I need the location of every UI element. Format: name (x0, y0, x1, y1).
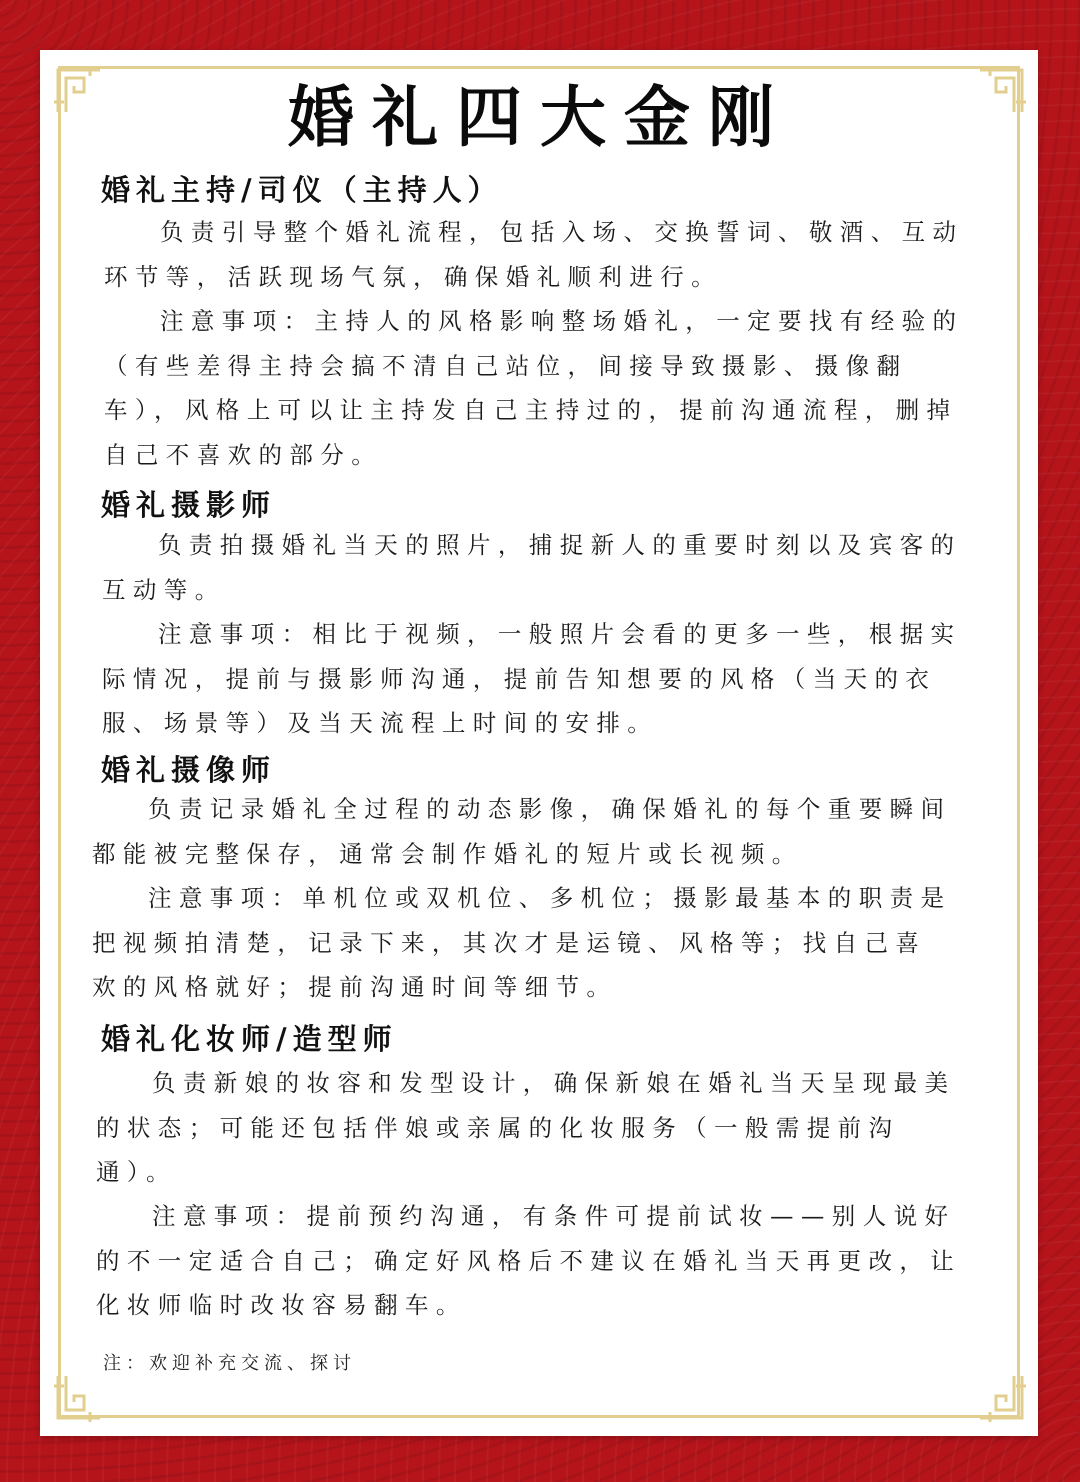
section-heading-photographer: 婚礼摄影师 (101, 488, 277, 522)
section-duty-makeup: 负责新娘的妆容和发型设计，确保新娘在婚礼当天呈现最美的状态；可能还包括伴娘或亲属的化妆服务（一般需提前沟通）。 (96, 1069, 956, 1186)
section-duty-photographer: 负责拍摄婚礼当天的照片，捕捉新人的重要时刻以及宾客的互动等。 (102, 531, 962, 604)
section-notice-videographer: 注意事项：单机位或双机位、多机位；摄影最基本的职责是把视频拍清楚，记录下来，其次才是运镜、风格等；找自己喜欢的风格就好；提前沟通时间等细节。 (92, 884, 952, 1001)
section-notice-photographer: 注意事项：相比于视频，一般照片会看的更多一些，根据实际情况，提前与摄影师沟通，提前告知想要的风格（当天的衣服、场景等）及当天流程上时间的安排。 (102, 620, 962, 737)
section-heading-videographer: 婚礼摄像师 (101, 753, 277, 787)
page-title: 婚礼四大金刚 (288, 79, 792, 156)
corner-ornament-icon (50, 1368, 108, 1426)
section-duty-host: 负责引导整个婚礼流程，包括入场、交换誓词、敬酒、互动环节等，活跃现场气氛，确保婚礼顺利进行。 (104, 218, 964, 291)
section-heading-host: 婚礼主持/司仪（主持人） (101, 173, 503, 207)
footnote: 注：欢迎补充交流、探讨 (103, 1353, 356, 1374)
section-heading-makeup: 婚礼化妆师/造型师 (101, 1022, 398, 1056)
section-duty-videographer: 负责记录婚礼全过程的动态影像，确保婚礼的每个重要瞬间都能被完整保存，通常会制作婚礼的短片或长视频。 (92, 795, 952, 868)
section-notice-host: 注意事项：主持人的风格影响整场婚礼，一定要找有经验的（有些差得主持会搞不清自己站位，间接导致摄影、摄像翻车），风格上可以让主持发自己主持过的，提前沟通流程，删掉自己不喜欢的部分。 (104, 307, 964, 469)
corner-ornament-icon (972, 1368, 1030, 1426)
section-notice-makeup: 注意事项：提前预约沟通，有条件可提前试妆——别人说好的不一定适合自己；确定好风格后不建议在婚礼当天再更改，让化妆师临时改妆容易翻车。 (96, 1202, 962, 1319)
